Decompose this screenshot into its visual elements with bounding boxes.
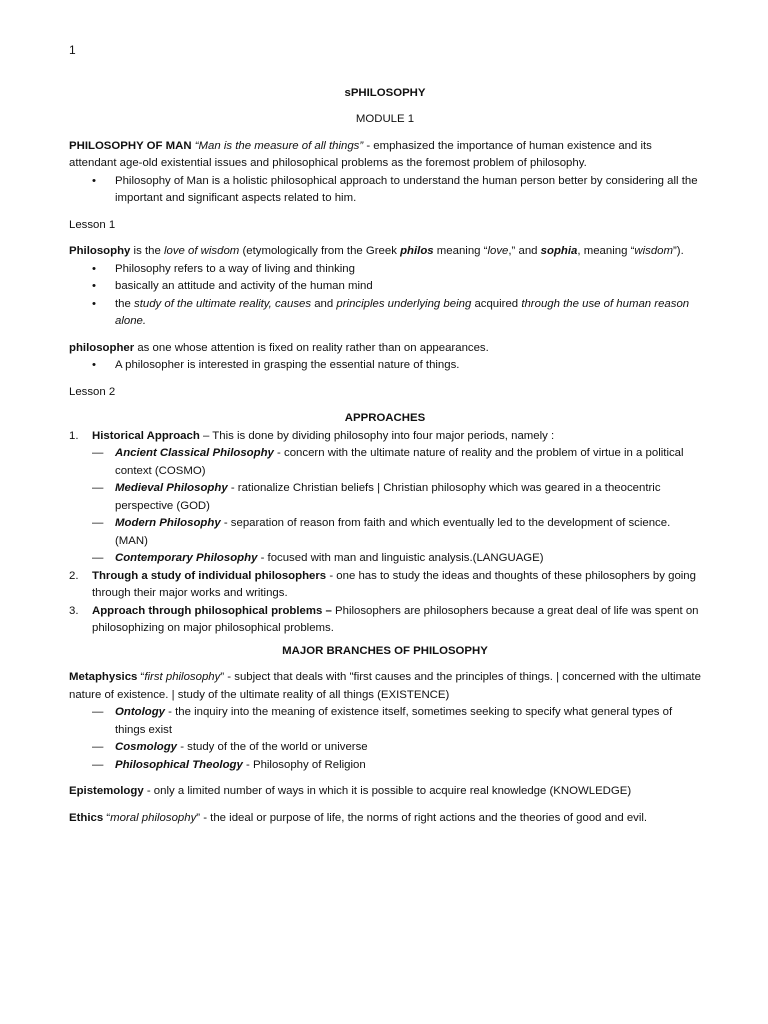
intro-paragraph [69,138,701,173]
branches-heading: MAJOR BRANCHES OF PHILOSOPHY [282,644,488,657]
intro-text: - emphasized the importance of human existence and its attendant age-old existential issues and philosophical problems as the foremost problem of philosophy. [69,139,652,169]
def-greek-term: philos [400,245,434,257]
intro-quote: “Man is the measure of all things” [194,139,364,152]
intro-bullet-list [69,173,701,208]
branch-text: - study of the of the world or universe [177,741,368,753]
item-number: 3. [69,604,79,617]
period-item [92,550,701,568]
period-item [92,515,701,550]
def-italic: love of wisdom [163,245,240,257]
approach-term: Historical Approach [92,429,200,442]
philosopher-bullet-list [69,357,701,375]
list-item: • A philosopher is interested in grasping the essential nature of things. [69,357,701,375]
branch-item [69,739,701,757]
period-term: Ancient Classical Philosophy [115,447,274,459]
metaphysics-text: “ [137,671,145,683]
philosopher-term: philosopher [69,341,135,354]
metaphysics-sub-list [69,704,701,774]
module-label: MODULE 1 [355,113,415,125]
lesson1-label: Lesson 1 [69,218,116,231]
def-text: meaning “ [433,245,488,257]
def-text: is the [130,245,164,257]
branch-text: - the inquiry into the meaning of existence itself, sometimes seeking to specify what general types of things exist [115,706,673,736]
metaphysics-quote: first philosophy [144,671,221,683]
epistemology-definition [69,783,701,801]
def-greek-term: sophia [540,245,578,257]
dash-marker: — [92,706,104,718]
def-text: ,” and [508,245,541,257]
philosophy-bullet-list [69,261,701,331]
def-text: ”). [673,245,684,257]
branch-item [69,757,701,775]
period-text: - focused with man and linguistic analysis.(LANGUAGE) [257,552,544,564]
item-italic: through the use of human reason alone. [115,297,690,327]
item-italic: study of the ultimate reality, causes [134,297,312,310]
approaches-heading: APPROACHES [344,412,426,424]
branch-item [69,704,701,739]
approaches-list [69,428,701,638]
def-italic: wisdom [634,245,673,257]
approach-item [69,603,701,638]
dash-marker: — [92,758,104,771]
def-text: (etymologically from the Greek [239,245,401,257]
epistemology-text: - only a limited number of ways in which it is possible to acquire real knowledge (KNOWLEDGE) [143,785,632,797]
period-term: Medieval Philosophy [115,482,228,494]
intro-term: PHILOSOPHY OF MAN [69,139,192,152]
dash-marker: — [92,517,104,529]
item-text: the [115,297,134,310]
dash-marker: — [92,447,104,459]
approach-term: Approach through philosophical problems – [92,604,332,617]
item-italic: principles underlying being [336,297,472,310]
ethics-text: “ [103,811,111,824]
branch-term: Ontology [115,706,165,718]
period-item [92,445,701,480]
list-item: • Philosophy of Man is a holistic philosophical approach to understand the human person better by considering all the important and significant aspects related to him. [69,173,701,208]
period-term: Contemporary Philosophy [115,552,258,564]
item-text: and [311,297,337,310]
item-number: 1. [69,429,79,442]
branch-term: Philosophical Theology [115,758,243,771]
period-text: - separation of reason from faith and which eventually led to the development of science. (MAN) [115,517,671,547]
epistemology-term: Epistemology [69,785,144,797]
period-term: Modern Philosophy [115,517,221,529]
approach-term: Through a study of individual philosophers [92,569,327,582]
periods-list [92,445,701,568]
item-text: acquired [471,297,522,310]
approach-item [69,568,701,603]
period-text: - rationalize Christian beliefs | Christian philosophy which was geared in a theocentric perspective (GOD) [115,482,661,512]
dash-marker: — [92,552,104,564]
item-number: 2. [69,569,79,582]
philosopher-definition [69,340,701,358]
lesson2-label: Lesson 2 [69,385,116,398]
metaphysics-text: ” - subject that deals with "first causes and the principles of things. | concerned with the ultimate nature of existence. | study of the ultimate reality of all things (EXISTENCE) [69,671,701,701]
approach-item [69,428,701,568]
def-term: Philosophy [69,245,131,257]
approach-text: – This is done by dividing philosophy into four major periods, namely : [199,429,555,442]
document-title: sPHILOSOPHY [344,86,426,99]
ethics-definition [69,810,701,828]
philosophy-definition [69,243,701,261]
page-number: 1 [69,43,76,57]
branch-term: Cosmology [115,741,178,753]
period-text: - concern with the ultimate nature of reality and the problem of virtue in a political context (COSMO) [115,447,684,477]
document-page [69,42,701,827]
metaphysics-definition [69,669,701,704]
def-text: , meaning “ [577,245,635,257]
approach-text: - one has to study the ideas and thoughts of these philosophers by going through their major works and writings. [92,569,696,599]
ethics-quote: moral philosophy [110,811,197,824]
metaphysics-term: Metaphysics [69,671,138,683]
branch-text: - Philosophy of Religion [242,758,366,771]
list-item: • basically an attitude and activity of the human mind [69,278,701,296]
dash-marker: — [92,482,104,494]
dash-marker: — [92,741,104,753]
approach-text: Philosophers are philosophers because a great deal of life was spent on philosophizing on major philosophical problems. [92,604,699,634]
ethics-term: Ethics [69,811,104,824]
period-item [92,480,701,515]
list-item [69,296,701,331]
list-item: • Philosophy refers to a way of living and thinking [69,261,701,279]
ethics-text: ” - the ideal or purpose of life, the norms of right actions and the theories of good and evil. [196,811,648,824]
def-italic: love [487,245,509,257]
philosopher-text: as one whose attention is fixed on reality rather than on appearances. [134,341,489,354]
